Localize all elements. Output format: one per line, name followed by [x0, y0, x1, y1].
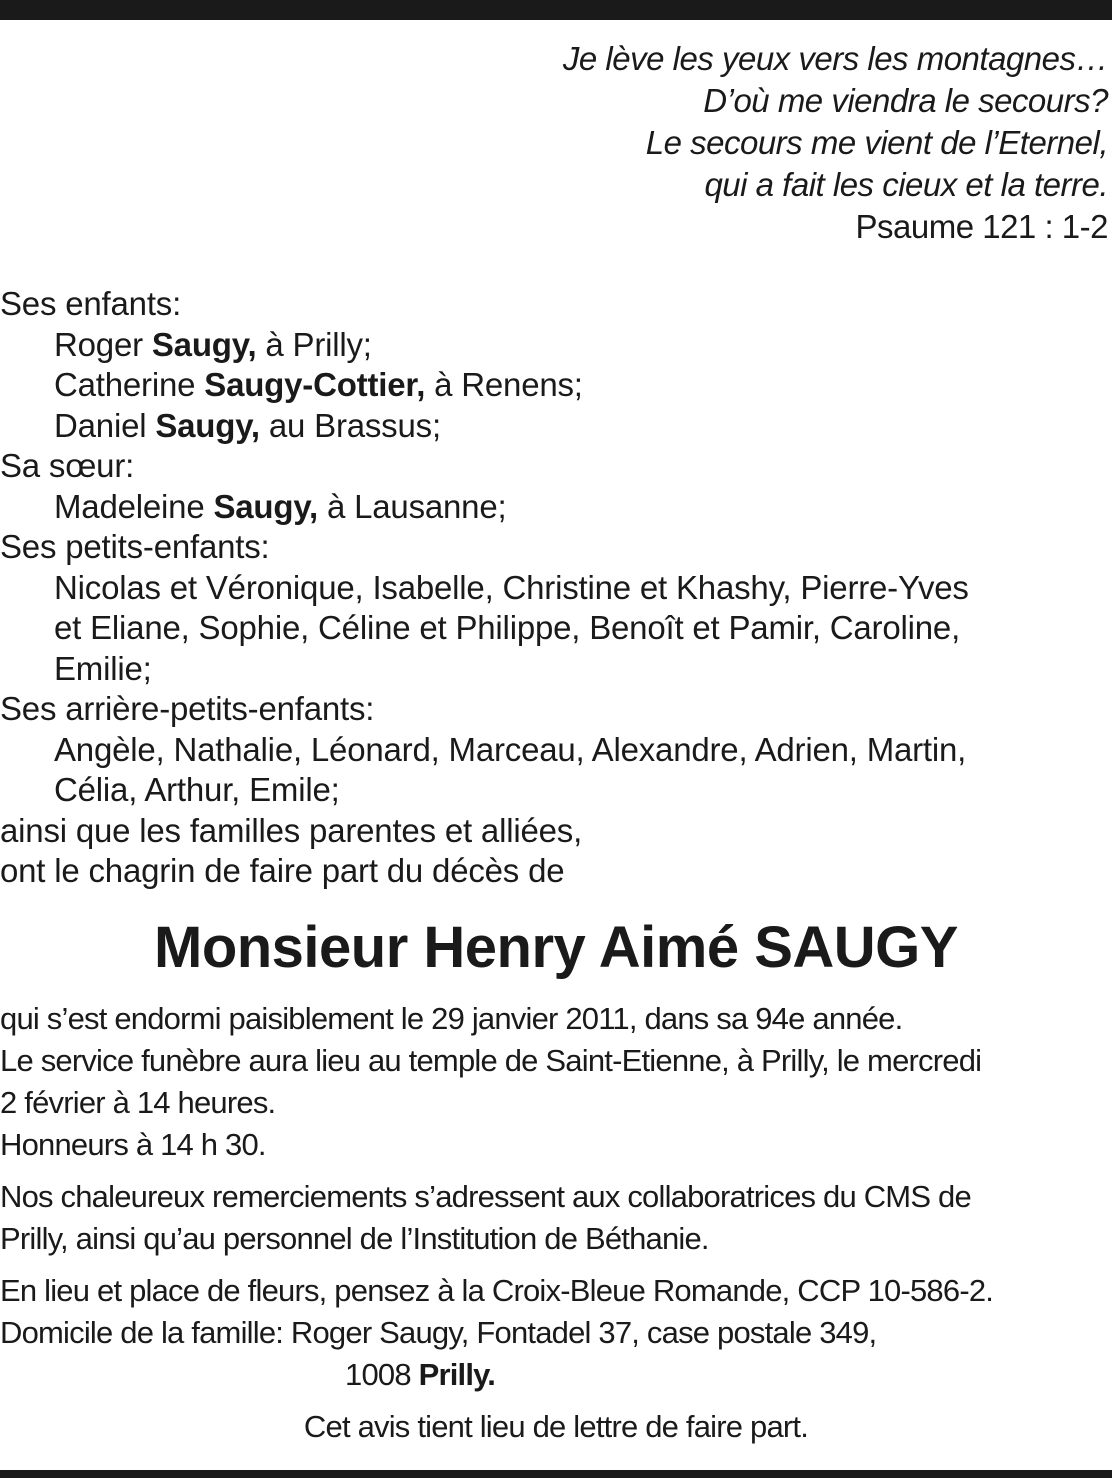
family-list — [0, 284, 1100, 892]
child-entry — [0, 406, 1100, 447]
surname: Saugy, — [155, 406, 260, 444]
first-name: Roger — [54, 325, 152, 363]
first-name: Madeleine — [54, 487, 214, 525]
great-grandchildren-line: Célia, Arthur, Emile; — [54, 771, 340, 808]
announcement-line: ont le chagrin de faire part du décès de — [0, 852, 565, 889]
service-text: Le service funèbre aura lieu au temple de Saint-Etienne, à Prilly, le mercredi — [0, 1043, 982, 1078]
sister-heading: Sa sœur: — [0, 447, 135, 484]
closing-text: Cet avis tient lieu de lettre de faire part. — [303, 1409, 809, 1444]
residence: à Prilly; — [256, 325, 372, 363]
first-name: Daniel — [54, 406, 156, 444]
top-border-rule — [0, 0, 1112, 20]
verse-line: Je lève les yeux vers les montagnes… — [562, 40, 1108, 77]
grandchildren-heading: Ses petits-enfants: — [0, 528, 270, 565]
verse-line: qui a fait les cieux et la terre. — [704, 166, 1108, 203]
residence: à Renens; — [425, 366, 583, 403]
child-entry — [0, 365, 1100, 406]
great-grandchildren-heading: Ses arrière-petits-enfants: — [0, 690, 375, 727]
child-entry — [0, 325, 1100, 366]
grandchildren-line: Emilie; — [54, 649, 152, 687]
deceased-name: Monsieur Henry Aimé SAUGY — [154, 915, 958, 980]
honours-text: Honneurs à 14 h 30. — [0, 1127, 266, 1162]
verse-line: D’où me viendra le secours? — [703, 82, 1108, 119]
service-text: 2 février à 14 heures. — [0, 1085, 276, 1120]
psalm-verse — [408, 38, 1108, 248]
grandchildren-line: et Eliane, Sophie, Céline et Philippe, Benoît et Pamir, Caroline, — [54, 609, 961, 646]
verse-reference: Psaume 121 : 1-2 — [855, 208, 1108, 245]
thanks-text: Nos chaleureux remerciements s’adressent aux collaboratrices du CMS de — [0, 1179, 971, 1214]
surname: Saugy, — [213, 487, 319, 525]
address-city-line — [0, 1354, 1112, 1396]
address-postcode: 1008 — [345, 1357, 419, 1392]
address-city: Prilly. — [418, 1357, 496, 1392]
thanks-text: Prilly, ainsi qu’au personnel de l’Institution de Béthanie. — [0, 1221, 709, 1256]
sister-entry — [0, 487, 1100, 528]
children-heading: Ses enfants: — [0, 285, 182, 322]
bottom-border-rule — [0, 1470, 1112, 1478]
residence: à Lausanne; — [318, 487, 507, 525]
residence: au Brassus; — [259, 406, 441, 444]
surname: Saugy, — [151, 325, 257, 363]
verse-line: Le secours me vient de l’Eternel, — [645, 124, 1108, 161]
grandchildren-line: Nicolas et Véronique, Isabelle, Christine et Khashy, Pierre-Yves — [54, 568, 969, 606]
first-name: Catherine — [54, 366, 205, 403]
address-text: Domicile de la famille: Roger Saugy, Fontadel 37, case postale 349, — [0, 1315, 877, 1350]
relatives-line: ainsi que les familles parentes et alliées, — [0, 811, 583, 849]
surname: Saugy-Cottier, — [204, 366, 426, 403]
funeral-details — [0, 998, 1112, 1448]
great-grandchildren-line: Angèle, Nathalie, Léonard, Marceau, Alexandre, Adrien, Martin, — [54, 730, 967, 768]
flowers-text: En lieu et place de fleurs, pensez à la Croix-Bleue Romande, CCP 10-586-2. — [0, 1273, 994, 1308]
passing-text: qui s’est endormi paisiblement le 29 janvier 2011, dans sa 94e année. — [0, 1001, 903, 1036]
